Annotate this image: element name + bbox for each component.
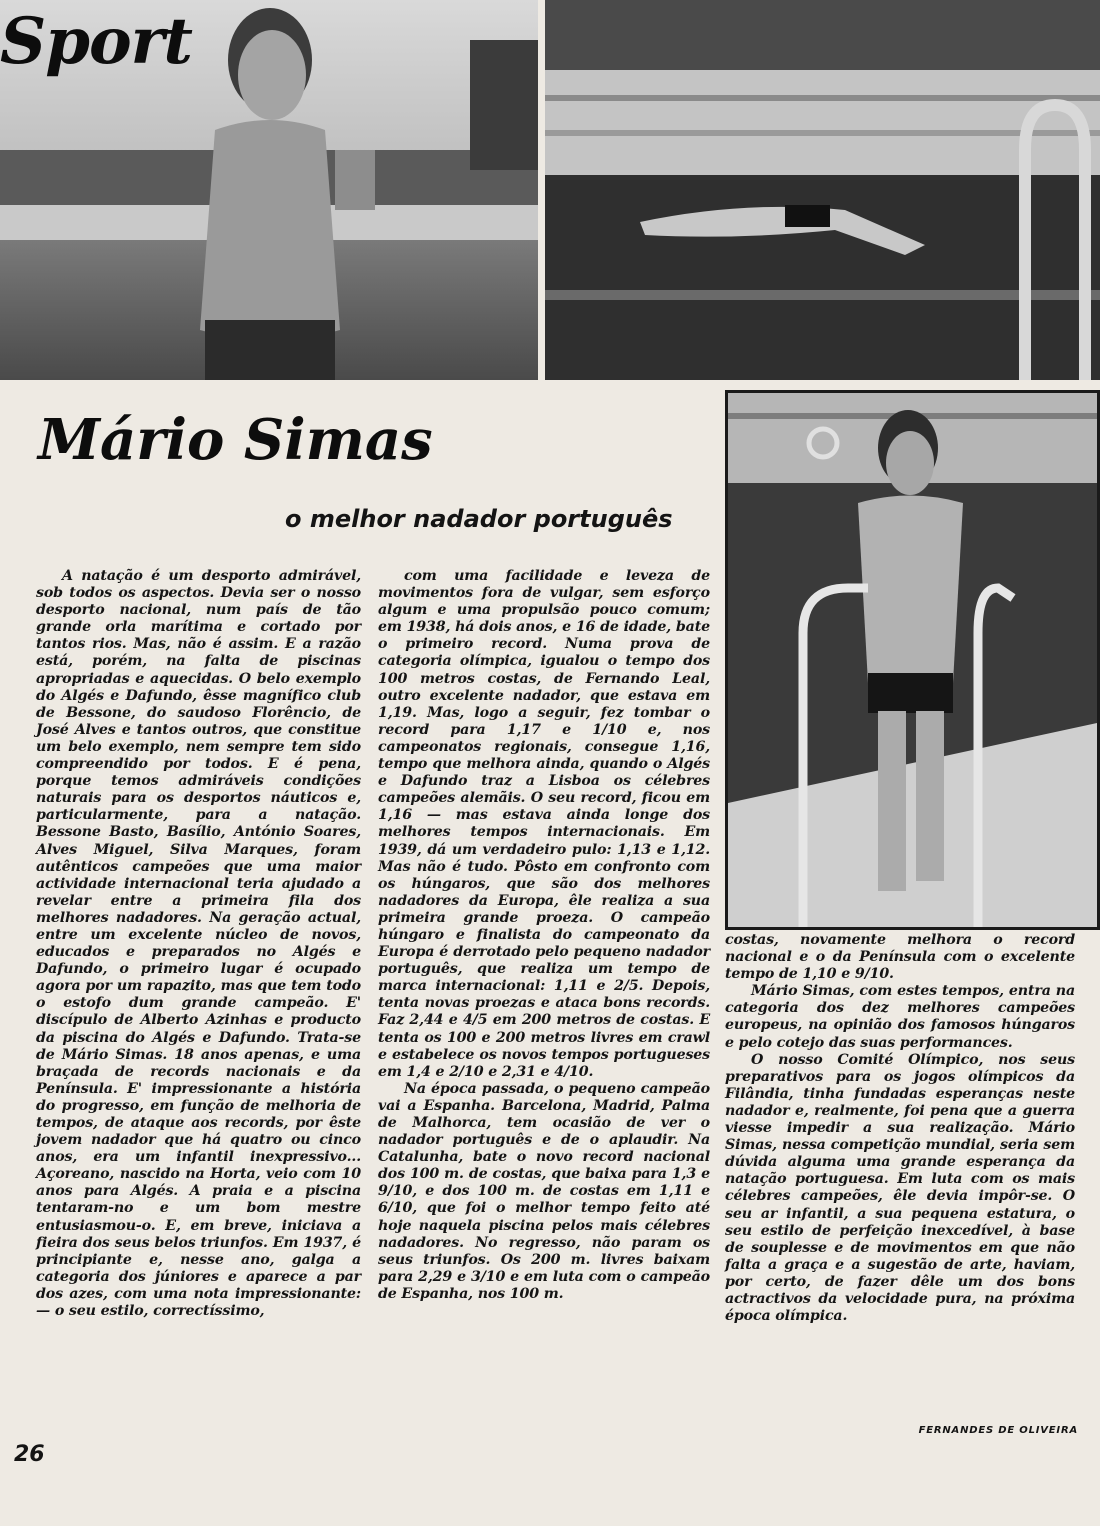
article-column-1 — [36, 568, 361, 1518]
article-subtitle: o melhor nadador português — [285, 505, 673, 533]
article-paragraph: O nosso Comité Olímpico, nos seus preparativos para os jogos olímpicos da Filândia, tinha fundadas esperanças neste nadador e, realmente, foi pena que a guerra viesse impedir a sua realização. Mário Simas, nessa competição mundial, seria sem dúvida alguma uma grande esperança da natação portuguesa. Em luta com os mais célebres campeões, êle devia impôr-se. O seu ar infantil, a sua pequena estatura, o seu estilo de perfeição inexcedível, à base de souplesse e de movimentos em que não falta a graça e a sugestão de arte, haviam, por certo, de fazer dêle um dos bons actractivos da velocidade pura, na próxima época olímpica. — [725, 1051, 1075, 1325]
article-title: Mário Simas — [38, 407, 433, 473]
article-author: FERNANDES DE OLIVEIRA — [918, 1425, 1078, 1436]
article-paragraph: Na época passada, o pequeno campeão vai a Espanha. Barcelona, Madrid, Palma de Malhorca, tem ocasião de ver o nadador português e de o aplaudir. Na Catalunha, bate o novo record nacional dos 100 m. de costas, que baixa para 1,3 e 9/10, e dos 100 m. de costas em 1,11 e 6/10, que foi o melhor tempo feito até hoje naquela piscina pelos mais célebres nadadores. No regresso, não param os seus triunfos. Os 200 m. livres baixam para 2,29 e 3/10 e em luta com o campeão de Espanha, nos 100 m. — [378, 1080, 710, 1302]
photo-swimmer-ladder — [725, 390, 1100, 930]
photo-diver — [545, 0, 1100, 380]
article-column-2 — [378, 568, 710, 1518]
photo-swimmer-portrait — [0, 0, 538, 380]
article-paragraph: costas, novamente melhora o record nacional e o da Península com o excelente tempo de 1,10 e 9/10. — [725, 932, 1075, 983]
article-paragraph: A natação é um desporto admirável, sob todos os aspectos. Devia ser o nosso desporto nacional, num país de tão grande orla marítima e cortado por tantos rios. Mas, não é assim. E a razão está, porém, na falta de piscinas apropriadas e aquecidas. O belo exemplo do Algés e Dafundo, êsse magnífico club de Bessone, do saudoso Florêncio, de José Alves e tantos outros, que constitue um belo exemplo, nem sempre tem sido compreendido por todos. E é pena, porque temos admiráveis condições naturais para os desportos náuticos e, particularmente, para a natação. Bessone Basto, Basílio, António Soares, Alves Miguel, Silva Marques, foram autênticos campeões que uma maior actividade internacional teria ajudado a revelar entre a primeira fila dos melhores nadadores. Na geração actual, entre um excelente núcleo de novos, educados e preparados no Algés e Dafundo, o primeiro lugar é ocupado agora por um rapazito, mas que tem todo o estofo dum grande campeão. E' discípulo de Alberto Azinhas e producto da piscina do Algés e Dafundo. Trata-se de Mário Simas. 18 anos apenas, e uma braçada de records nacionais e da Península. E' impressionante a história do progresso, em função de melhoria de tempos, de ataque aos records, por êste jovem nadador que há quatro ou cinco anos, era um infantil inexpressivo... Açoreano, nascido na Horta, veio com 10 anos para Algés. A praia e a piscina tentaram-no e um bom mestre entusiasmou-o. E, em breve, iniciava a fieira dos seus belos triunfos. Em 1937, é principiante e, nesse ano, galga a categoria dos júniores e aparece a par dos azes, com uma nota impressionante:— o seu estilo, correctíssimo, — [36, 568, 361, 1320]
article-paragraph: com uma facilidade e leveza de movimentos fora de vulgar, sem esforço algum e uma propulsão pouco comum; em 1938, há dois anos, e 16 de idade, bate o primeiro record. Numa prova de categoria olímpica, igualou o tempo dos 100 metros costas, de Fernando Leal, outro excelente nadador, que estava em 1,19. Mas, logo a seguir, fez tombar o record para 1,17 e 1/10 e, nos campeonatos regionais, consegue 1,16, tempo que melhora ainda, quando o Algés e Dafundo traz a Lisboa os célebres campeões alemãis. O seu record, ficou em 1,16 — mas estava ainda longe dos melhores tempos internacionais. Em 1939, dá um verdadeiro pulo: 1,13 e 1,12. Mas não é tudo. Pôsto em confronto com os húngaros, que são dos melhores nadadores da Europa, êle realiza a sua primeira grande proeza. O campeão húngaro e finalista do campeonato da Europa é derrotado pelo pequeno nadador português, que realiza um tempo de marca internacional: 1,11 e 2/5. Depois, tenta novas proezas e ataca bons records. Faz 2,44 e 4/5 em 200 metros de costas. E tenta os 100 e 200 metros livres em crawl e estabelece os novos tempos portugueses em 1,4 e 2/10 e 2,31 e 4/10. — [378, 568, 710, 1080]
article-column-3 — [725, 932, 1075, 1412]
article-paragraph: Mário Simas, com estes tempos, entra na categoria dos dez melhores campeões europeus, na opinião dos famosos húngaros e pelo cotejo das suas performances. — [725, 983, 1075, 1051]
photo-diver-image — [545, 0, 1100, 380]
section-label: Sport — [0, 4, 192, 79]
photo-swimmer-ladder-image — [728, 393, 1097, 927]
page-number: 26 — [14, 1442, 45, 1467]
